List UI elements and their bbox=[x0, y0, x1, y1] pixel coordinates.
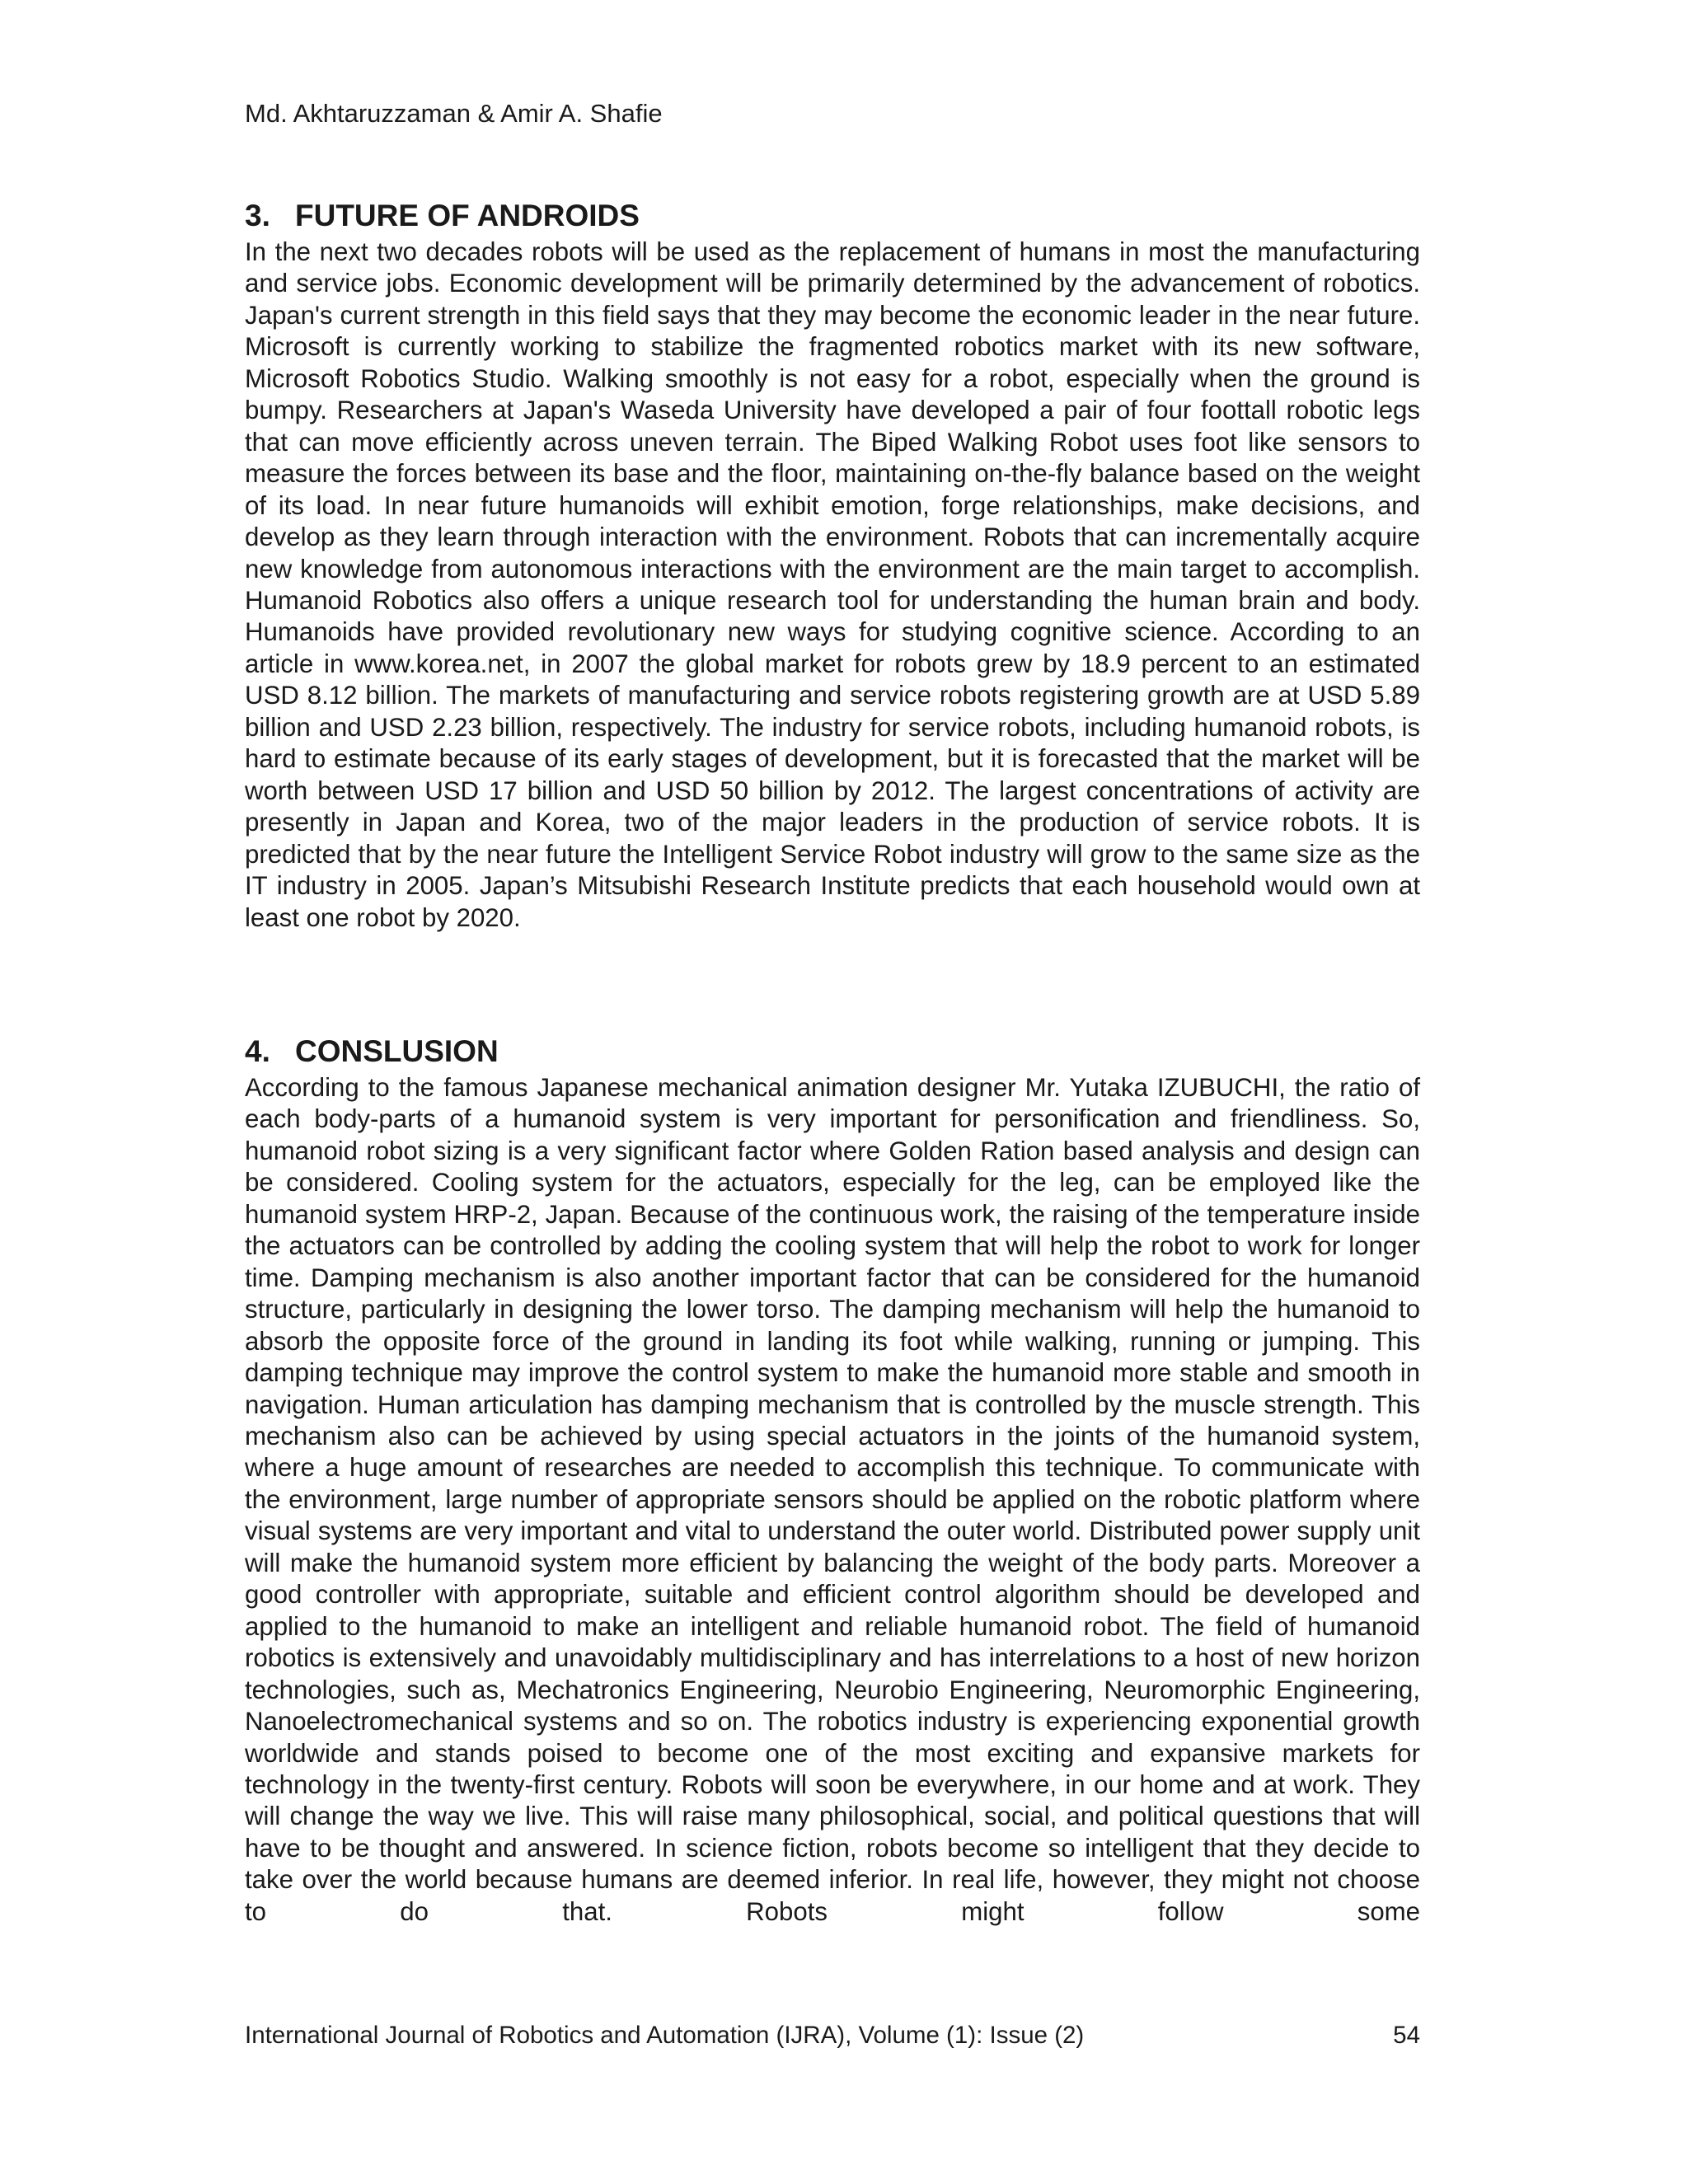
running-header bbox=[245, 97, 663, 130]
footer-journal: International Journal of Robotics and Automation (IJRA), Volume (1): Issue (2) bbox=[245, 2022, 1085, 2049]
section-conclusion bbox=[245, 1031, 1420, 1928]
section-number: 3. bbox=[245, 199, 270, 232]
header-authors: Md. Akhtaruzzaman & Amir A. Shafie bbox=[245, 99, 663, 128]
section-title: FUTURE OF ANDROIDS bbox=[295, 199, 640, 232]
section-title: CONSLUSION bbox=[295, 1034, 499, 1068]
page-number: 54 bbox=[1393, 2022, 1420, 2049]
section-number: 4. bbox=[245, 1034, 270, 1068]
section-heading bbox=[245, 1031, 1420, 1072]
section-body-paragraph: In the next two decades robots will be used as the replacement of humans in most the manufacturing and service jobs. Economic development will be primarily determined by the advancement of robotics. Japan's current strength in this field says that they may become the economic leader in the near future. Microsoft is currently working to stabilize the fragmented robotics market with its new software, Microsoft Robotics Studio. Walking smoothly is not easy for a robot, especially when the ground is bumpy. Researchers at Japan's Waseda University have developed a pair of four foottall robotic legs that can move efficiently across uneven terrain. The Biped Walking Robot uses foot like sensors to measure the forces between its base and the floor, maintaining on-the-fly balance based on the weight of its load. In near future humanoids will exhibit emotion, forge relationships, make decisions, and develop as they learn through interaction with the environment. Robots that can incrementally acquire new knowledge from autonomous interactions with the environment are the main target to accomplish. Humanoid Robotics also offers a unique research tool for understanding the human brain and body. Humanoids have provided revolutionary new ways for studying cognitive science. According to an article in www.korea.net, in 2007 the global market for robots grew by 18.9 percent to an estimated USD 8.12 billion. The markets of manufacturing and service robots registering growth are at USD 5.89 billion and USD 2.23 billion, respectively. The industry for service robots, including humanoid robots, is hard to estimate because of its early stages of development, but it is forecasted that the market will be worth between USD 17 billion and USD 50 billion by 2012. The largest concentrations of activity are presently in Japan and Korea, two of the major leaders in the production of service robots. It is predicted that by the near future the Intelligent Service Robot industry will grow to the same size as the IT industry in 2005. Japan’s Mitsubishi Research Institute predicts that each household would own at least one robot by 2020. bbox=[245, 237, 1420, 932]
section-body-paragraph: According to the famous Japanese mechanical animation designer Mr. Yutaka IZUBUCHI, the ratio of each body-parts of a humanoid system is very important for personification and friendliness. So, humanoid robot sizing is a very significant factor where Golden Ration based analysis and design can be considered. Cooling system for the actuators, especially for the leg, can be employed like the humanoid system HRP-2, Japan. Because of the continuous work, the raising of the temperature inside the actuators can be controlled by adding the cooling system that will help the robot to work for longer time. Damping mechanism is also another important factor that can be considered for the humanoid structure, particularly in designing the lower torso. The damping mechanism will help the humanoid to absorb the opposite force of the ground in landing its foot while walking, running or jumping. This damping technique may improve the control system to make the humanoid more stable and smooth in navigation. Human articulation has damping mechanism that is controlled by the muscle strength. This mechanism also can be achieved by using special actuators in the joints of the humanoid system, where a huge amount of researches are needed to accomplish this technique. To communicate with the environment, large number of appropriate sensors should be applied on the robotic platform where visual systems are very important and vital to understand the outer world. Distributed power supply unit will make the humanoid system more efficient by balancing the weight of the body parts. Moreover a good controller with appropriate, suitable and efficient control algorithm should be developed and applied to the humanoid to make an intelligent and reliable humanoid robot. The field of humanoid robotics is extensively and unavoidably multidisciplinary and has interrelations to a host of new horizon technologies, such as, Mechatronics Engineering, Neurobio Engineering, Neuromorphic Engineering, Nanoelectromechanical systems and so on. The robotics industry is experiencing exponential growth worldwide and stands poised to become one of the most exciting and expansive markets for technology in the twenty-first century. Robots will soon be everywhere, in our home and at work. They will change the way we live. This will raise many philosophical, social, and political questions that will have to be thought and answered. In science fiction, robots become so intelligent that they decide to take over the world because humans are deemed inferior. In real life, however, they might not choose to do that. Robots might follow some bbox=[245, 1073, 1420, 1926]
running-footer bbox=[245, 2019, 1420, 2052]
section-future-of-androids bbox=[245, 195, 1420, 934]
section-heading bbox=[245, 195, 1420, 237]
